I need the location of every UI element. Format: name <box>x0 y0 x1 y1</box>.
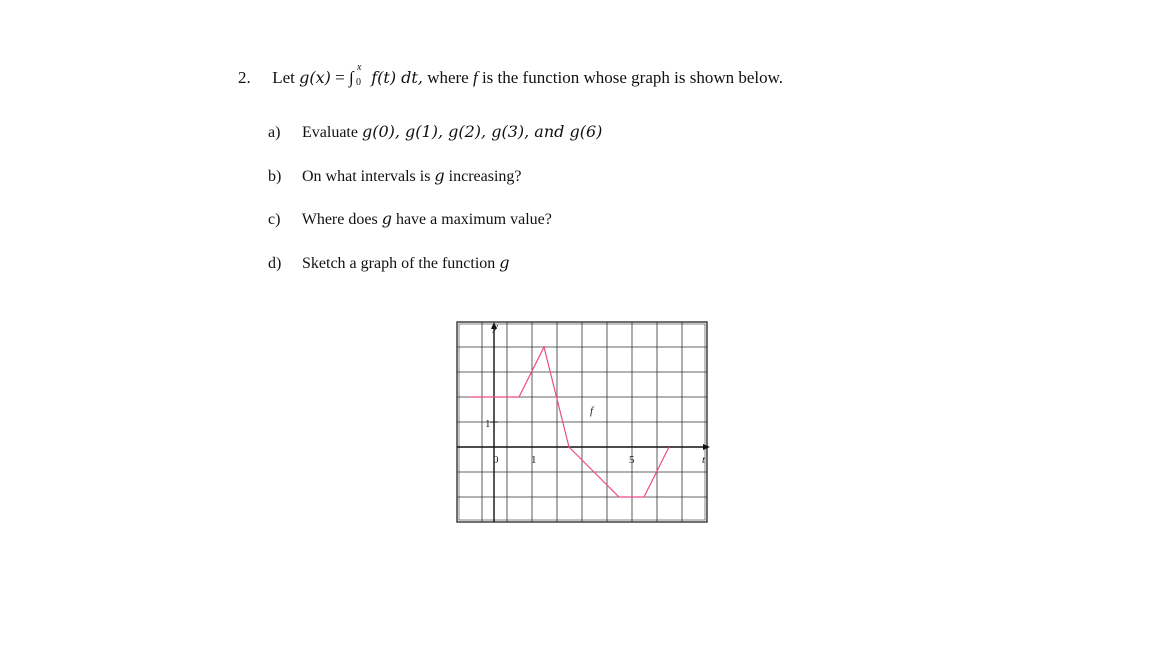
equals-sign: = <box>335 68 345 87</box>
origin-label: 0 <box>493 454 499 466</box>
part-math: g <box>434 166 445 185</box>
integral-expression <box>349 62 367 88</box>
part-math: g <box>381 209 392 228</box>
y-axis-label: y <box>493 321 498 333</box>
part-math: g(0), g(1), g(2), g(3), and g(6) <box>361 122 603 141</box>
g-of-x: g(x) <box>299 68 331 87</box>
part-b <box>268 166 522 186</box>
statement-rest: is the function whose graph is shown below. <box>481 68 784 87</box>
lead-word: Let <box>272 68 295 87</box>
part-label: c) <box>268 211 281 228</box>
part-text: Sketch a graph of the function <box>302 255 496 272</box>
part-text: Evaluate <box>302 124 358 141</box>
function-graph <box>456 320 712 525</box>
part-d <box>268 253 510 273</box>
part-label: d) <box>268 255 282 272</box>
part-text: On what intervals is <box>302 168 431 185</box>
upper-limit: x <box>357 62 362 73</box>
f-symbol: f <box>472 68 478 87</box>
problem-statement <box>238 62 784 88</box>
problem-number: 2. <box>238 68 251 87</box>
part-c <box>268 209 552 229</box>
x-tick-5: 5 <box>629 454 635 466</box>
x-tick-1: 1 <box>531 454 537 466</box>
part-math: g <box>499 253 510 272</box>
part-tail: have a maximum value? <box>395 211 552 228</box>
f-curve-label: f <box>590 405 594 417</box>
y-tick-1: 1 <box>485 418 491 430</box>
where-word: where <box>427 68 469 87</box>
part-label: a) <box>268 124 281 141</box>
integrand: f(t) dt, <box>371 68 423 87</box>
lower-limit: 0 <box>356 77 361 88</box>
t-axis-label: t <box>702 454 706 466</box>
part-label: b) <box>268 168 282 185</box>
part-text: Where does <box>301 211 378 228</box>
part-tail: increasing? <box>448 168 522 185</box>
part-a <box>268 122 602 142</box>
integral-sign: ∫ <box>349 68 354 87</box>
